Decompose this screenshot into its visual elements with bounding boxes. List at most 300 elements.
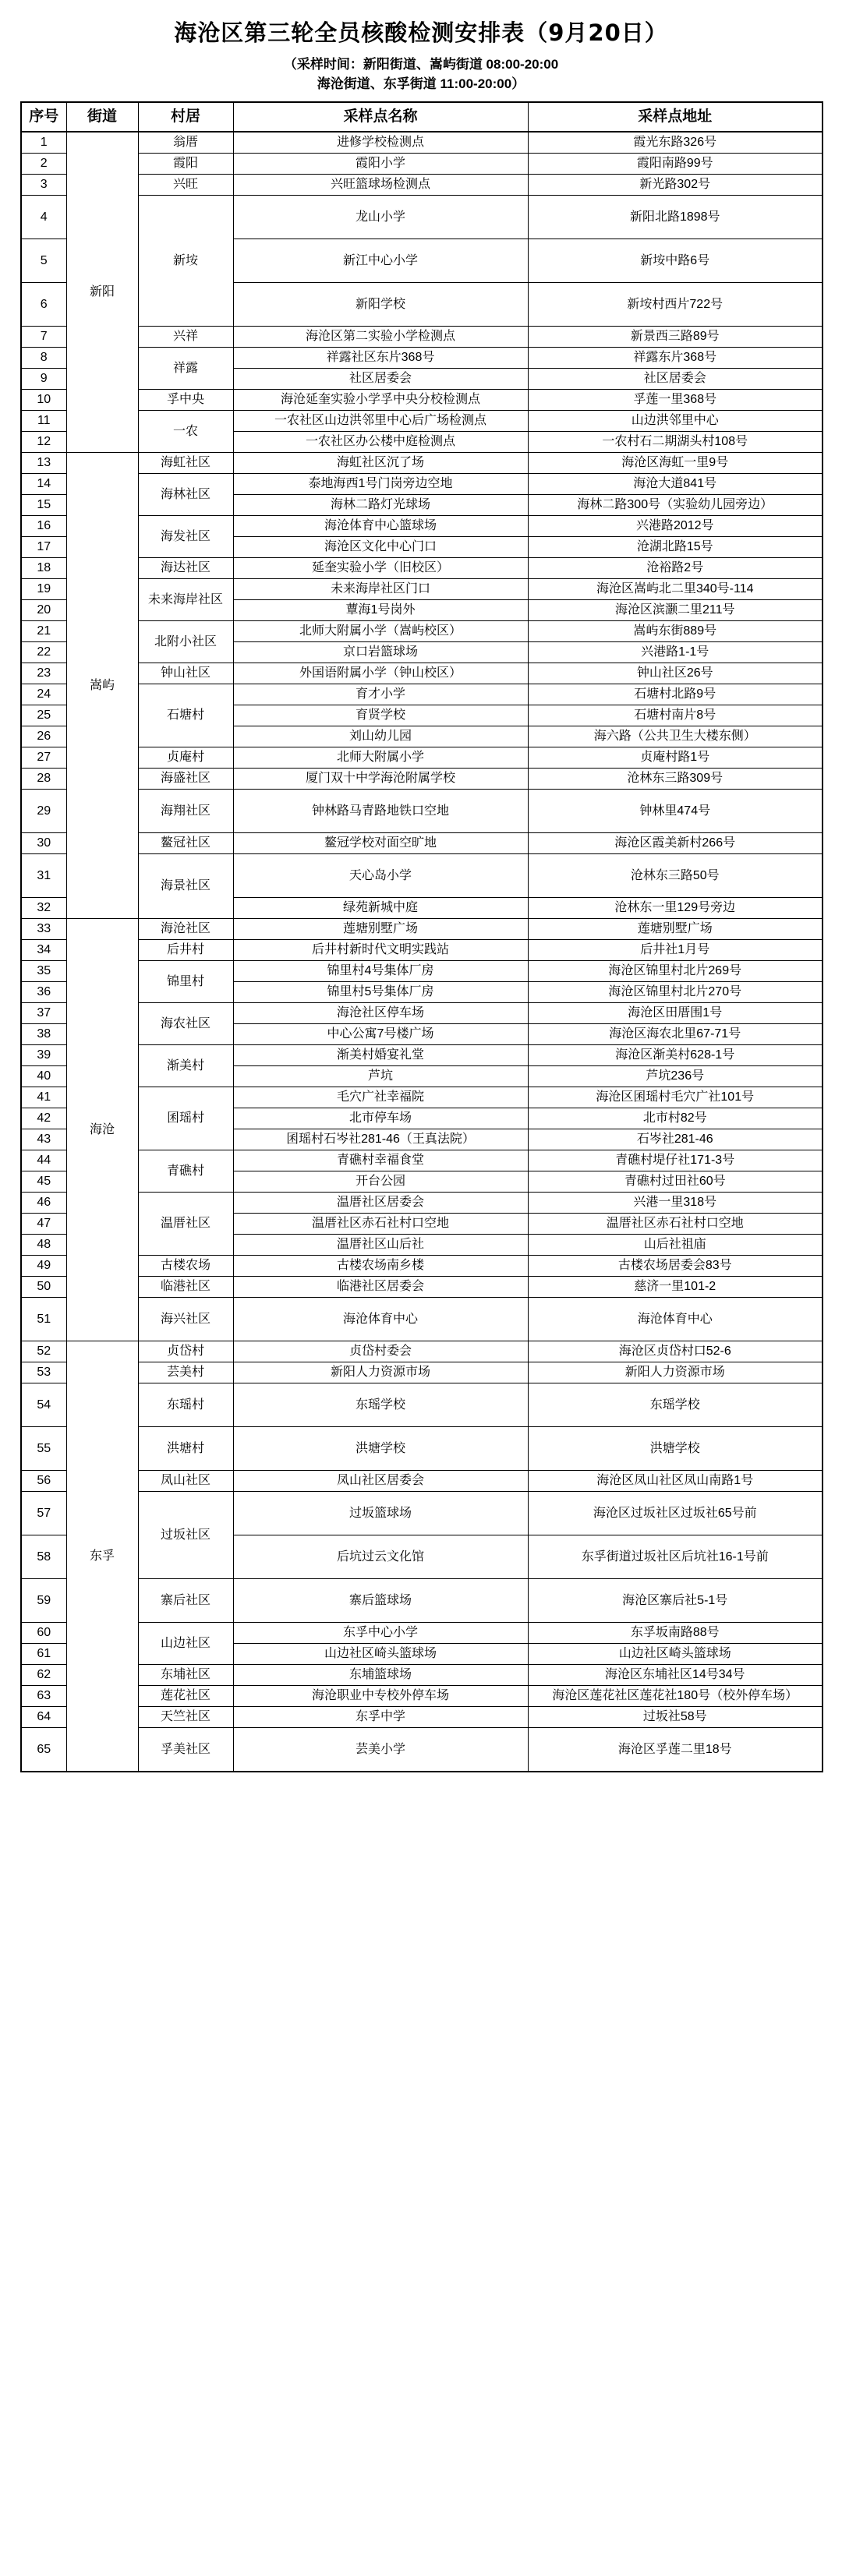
cell-seq: 21 <box>21 621 66 642</box>
table-row <box>21 1579 823 1623</box>
column-header-seq: 序号 <box>21 102 66 132</box>
table-row <box>21 1383 823 1427</box>
cell-village: 孚美社区 <box>138 1728 233 1772</box>
table-row <box>21 327 823 348</box>
cell-seq: 15 <box>21 495 66 516</box>
cell-site-name: 过坂篮球场 <box>233 1492 528 1535</box>
cell-street: 新阳 <box>66 132 138 453</box>
cell-site-address: 海沧体育中心 <box>528 1298 823 1341</box>
cell-seq: 5 <box>21 239 66 283</box>
cell-seq: 16 <box>21 516 66 537</box>
cell-seq: 50 <box>21 1277 66 1298</box>
cell-seq: 39 <box>21 1045 66 1066</box>
column-header-address: 采样点地址 <box>528 102 823 132</box>
cell-site-name: 锦里村5号集体厂房 <box>233 982 528 1003</box>
cell-village: 兴祥 <box>138 327 233 348</box>
cell-site-name: 中心公寓7号楼广场 <box>233 1024 528 1045</box>
cell-site-name: 一农社区办公楼中庭检测点 <box>233 432 528 453</box>
table-row <box>21 919 823 940</box>
cell-village: 兴旺 <box>138 175 233 196</box>
cell-seq: 54 <box>21 1383 66 1427</box>
cell-site-name: 钟林路马青路地铁口空地 <box>233 790 528 833</box>
cell-site-address: 洪塘学校 <box>528 1427 823 1471</box>
cell-site-address: 海林二路300号（实验幼儿园旁边） <box>528 495 823 516</box>
cell-site-name: 天心岛小学 <box>233 854 528 898</box>
cell-site-name: 凤山社区居委会 <box>233 1471 528 1492</box>
column-header-village: 村居 <box>138 102 233 132</box>
cell-site-address: 新阳北路1898号 <box>528 196 823 239</box>
cell-site-name: 厦门双十中学海沧附属学校 <box>233 769 528 790</box>
cell-site-name: 开台公园 <box>233 1171 528 1193</box>
cell-seq: 17 <box>21 537 66 558</box>
cell-village: 未来海岸社区 <box>138 579 233 621</box>
cell-site-name: 育才小学 <box>233 684 528 705</box>
cell-site-name: 囷瑶村石岑社281-46（王真法院） <box>233 1129 528 1150</box>
cell-seq: 28 <box>21 769 66 790</box>
cell-site-address: 石岑社281-46 <box>528 1129 823 1150</box>
cell-site-address: 新光路302号 <box>528 175 823 196</box>
cell-site-name: 鳌冠学校对面空旷地 <box>233 833 528 854</box>
cell-site-address: 孚莲一里368号 <box>528 390 823 411</box>
table-row <box>21 854 823 898</box>
table-row <box>21 154 823 175</box>
table-row <box>21 1471 823 1492</box>
cell-site-address: 芦坑236号 <box>528 1066 823 1087</box>
cell-seq: 49 <box>21 1256 66 1277</box>
cell-site-address: 东孚坂南路88号 <box>528 1623 823 1644</box>
table-row <box>21 196 823 239</box>
cell-seq: 4 <box>21 196 66 239</box>
cell-site-address: 山边洪邻里中心 <box>528 411 823 432</box>
cell-seq: 20 <box>21 600 66 621</box>
cell-site-address: 兴港一里318号 <box>528 1193 823 1214</box>
cell-seq: 1 <box>21 132 66 154</box>
cell-seq: 61 <box>21 1644 66 1665</box>
cell-seq: 56 <box>21 1471 66 1492</box>
cell-site-address: 温厝社区赤石社村口空地 <box>528 1214 823 1235</box>
cell-street: 东孚 <box>66 1341 138 1772</box>
cell-site-name: 未来海岸社区门口 <box>233 579 528 600</box>
cell-site-name: 延奎实验小学（旧校区） <box>233 558 528 579</box>
cell-site-name: 东瑶学校 <box>233 1383 528 1427</box>
cell-seq: 2 <box>21 154 66 175</box>
cell-seq: 18 <box>21 558 66 579</box>
cell-site-name: 海虹社区沉了场 <box>233 453 528 474</box>
cell-seq: 6 <box>21 283 66 327</box>
cell-seq: 60 <box>21 1623 66 1644</box>
cell-site-name: 北师大附属小学（嵩屿校区） <box>233 621 528 642</box>
cell-site-address: 青礁村堤仔社171-3号 <box>528 1150 823 1171</box>
cell-village: 北附小社区 <box>138 621 233 663</box>
table-row <box>21 1427 823 1471</box>
cell-site-name: 海沧区第二实验小学检测点 <box>233 327 528 348</box>
cell-village: 鳌冠社区 <box>138 833 233 854</box>
cell-village: 贞岱村 <box>138 1341 233 1362</box>
table-row <box>21 474 823 495</box>
column-header-street: 街道 <box>66 102 138 132</box>
cell-site-name: 后坑过云文化馆 <box>233 1535 528 1579</box>
cell-site-address: 山后社祖庙 <box>528 1235 823 1256</box>
cell-village: 贞庵村 <box>138 747 233 769</box>
table-row <box>21 1087 823 1108</box>
cell-site-name: 洪塘学校 <box>233 1427 528 1471</box>
cell-seq: 35 <box>21 961 66 982</box>
cell-site-name: 新阳人力资源市场 <box>233 1362 528 1383</box>
cell-site-address: 一农村石二期湖头村108号 <box>528 432 823 453</box>
cell-village: 凤山社区 <box>138 1471 233 1492</box>
cell-site-address: 山边社区崎头篮球场 <box>528 1644 823 1665</box>
cell-village: 海发社区 <box>138 516 233 558</box>
table-row <box>21 411 823 432</box>
cell-site-address: 海沧区田厝围1号 <box>528 1003 823 1024</box>
table-row <box>21 663 823 684</box>
cell-site-name: 育贤学校 <box>233 705 528 726</box>
cell-village: 海林社区 <box>138 474 233 516</box>
cell-site-name: 进修学校检测点 <box>233 132 528 154</box>
cell-seq: 13 <box>21 453 66 474</box>
cell-street: 海沧 <box>66 919 138 1341</box>
cell-village: 海翔社区 <box>138 790 233 833</box>
cell-seq: 65 <box>21 1728 66 1772</box>
subtitle-line-1: （采样时间：新阳街道、嵩屿街道 08:00-20:00 <box>283 57 559 72</box>
cell-site-address: 海沧区海农北里67-71号 <box>528 1024 823 1045</box>
cell-site-name: 海沧社区停车场 <box>233 1003 528 1024</box>
cell-site-name: 温厝社区居委会 <box>233 1193 528 1214</box>
cell-seq: 45 <box>21 1171 66 1193</box>
table-row <box>21 132 823 154</box>
cell-site-address: 海沧区锦里村北片270号 <box>528 982 823 1003</box>
cell-site-address: 沧林东三路50号 <box>528 854 823 898</box>
cell-seq: 41 <box>21 1087 66 1108</box>
table-row <box>21 961 823 982</box>
cell-site-name: 贞岱村委会 <box>233 1341 528 1362</box>
cell-seq: 24 <box>21 684 66 705</box>
cell-site-name: 蕈海1号岗外 <box>233 600 528 621</box>
cell-village: 温厝社区 <box>138 1193 233 1256</box>
cell-seq: 11 <box>21 411 66 432</box>
cell-seq: 9 <box>21 369 66 390</box>
cell-site-name: 东埔篮球场 <box>233 1665 528 1686</box>
cell-site-name: 绿苑新城中庭 <box>233 898 528 919</box>
cell-site-name: 临港社区居委会 <box>233 1277 528 1298</box>
cell-site-address: 沧湖北路15号 <box>528 537 823 558</box>
cell-site-name: 毛穴广社幸福院 <box>233 1087 528 1108</box>
cell-seq: 36 <box>21 982 66 1003</box>
cell-seq: 31 <box>21 854 66 898</box>
cell-village: 芸美村 <box>138 1362 233 1383</box>
cell-site-address: 祥露东片368号 <box>528 348 823 369</box>
cell-site-address: 社区居委会 <box>528 369 823 390</box>
cell-village: 临港社区 <box>138 1277 233 1298</box>
table-row <box>21 1623 823 1644</box>
cell-site-name: 海沧延奎实验小学孚中央分校检测点 <box>233 390 528 411</box>
cell-village: 洪塘村 <box>138 1427 233 1471</box>
cell-village: 后井村 <box>138 940 233 961</box>
cell-site-name: 渐美村婚宴礼堂 <box>233 1045 528 1066</box>
cell-seq: 38 <box>21 1024 66 1045</box>
cell-site-address: 海沧区贞岱村口52-6 <box>528 1341 823 1362</box>
cell-site-address: 海沧区过坂社区过坂社65号前 <box>528 1492 823 1535</box>
cell-site-name: 后井村新时代文明实践站 <box>233 940 528 961</box>
cell-seq: 8 <box>21 348 66 369</box>
cell-village: 东埔社区 <box>138 1665 233 1686</box>
cell-seq: 46 <box>21 1193 66 1214</box>
table-row <box>21 1686 823 1707</box>
cell-seq: 44 <box>21 1150 66 1171</box>
cell-site-address: 沧林东一里129号旁边 <box>528 898 823 919</box>
table-row <box>21 579 823 600</box>
table-row <box>21 390 823 411</box>
cell-seq: 43 <box>21 1129 66 1150</box>
cell-village: 海达社区 <box>138 558 233 579</box>
cell-seq: 32 <box>21 898 66 919</box>
cell-site-address: 贞庵村路1号 <box>528 747 823 769</box>
table-row <box>21 1150 823 1171</box>
cell-site-address: 新阳人力资源市场 <box>528 1362 823 1383</box>
cell-village: 东瑶村 <box>138 1383 233 1427</box>
cell-village: 祥露 <box>138 348 233 390</box>
table-row <box>21 1298 823 1341</box>
cell-seq: 64 <box>21 1707 66 1728</box>
cell-site-address: 慈济一里101-2 <box>528 1277 823 1298</box>
cell-site-address: 青礁村过田社60号 <box>528 1171 823 1193</box>
table-row <box>21 747 823 769</box>
cell-site-name: 海沧体育中心 <box>233 1298 528 1341</box>
cell-site-address: 兴港路2012号 <box>528 516 823 537</box>
table-row <box>21 1492 823 1535</box>
cell-site-name: 东孚中心小学 <box>233 1623 528 1644</box>
cell-site-address: 钟山社区26号 <box>528 663 823 684</box>
cell-site-address: 石塘村南片8号 <box>528 705 823 726</box>
cell-site-address: 过坂社58号 <box>528 1707 823 1728</box>
cell-village: 过坂社区 <box>138 1492 233 1579</box>
table-header-row <box>21 102 823 132</box>
cell-site-name: 一农社区山边洪邻里中心后广场检测点 <box>233 411 528 432</box>
cell-site-name: 海林二路灯光球场 <box>233 495 528 516</box>
cell-seq: 63 <box>21 1686 66 1707</box>
table-row <box>21 1045 823 1066</box>
cell-village: 钟山社区 <box>138 663 233 684</box>
cell-site-address: 石塘村北路9号 <box>528 684 823 705</box>
table-body <box>21 132 823 1772</box>
cell-site-address: 沧裕路2号 <box>528 558 823 579</box>
cell-seq: 53 <box>21 1362 66 1383</box>
cell-site-name: 东孚中学 <box>233 1707 528 1728</box>
table-row <box>21 684 823 705</box>
cell-site-address: 海沧区渐美村628-1号 <box>528 1045 823 1066</box>
cell-seq: 26 <box>21 726 66 747</box>
cell-site-name: 山边社区崎头篮球场 <box>233 1644 528 1665</box>
cell-site-address: 北市村82号 <box>528 1108 823 1129</box>
cell-seq: 47 <box>21 1214 66 1235</box>
cell-site-name: 海沧区文化中心门口 <box>233 537 528 558</box>
table-row <box>21 453 823 474</box>
cell-site-name: 泰地海西1号门岗旁边空地 <box>233 474 528 495</box>
cell-village: 莲花社区 <box>138 1686 233 1707</box>
table-row <box>21 1341 823 1362</box>
table-row <box>21 940 823 961</box>
cell-village: 海兴社区 <box>138 1298 233 1341</box>
cell-site-name: 温厝社区赤石社村口空地 <box>233 1214 528 1235</box>
cell-village: 海农社区 <box>138 1003 233 1045</box>
cell-seq: 48 <box>21 1235 66 1256</box>
cell-site-address: 沧林东三路309号 <box>528 769 823 790</box>
cell-village: 翁厝 <box>138 132 233 154</box>
cell-seq: 14 <box>21 474 66 495</box>
cell-site-name: 青礁村幸福食堂 <box>233 1150 528 1171</box>
table-row <box>21 1362 823 1383</box>
cell-seq: 23 <box>21 663 66 684</box>
cell-site-name: 芦坑 <box>233 1066 528 1087</box>
cell-site-address: 嵩屿东街889号 <box>528 621 823 642</box>
cell-site-address: 钟林里474号 <box>528 790 823 833</box>
cell-site-name: 兴旺篮球场检测点 <box>233 175 528 196</box>
cell-site-name: 北市停车场 <box>233 1108 528 1129</box>
cell-site-name: 京口岩篮球场 <box>233 642 528 663</box>
cell-seq: 25 <box>21 705 66 726</box>
cell-site-address: 海沧区囷瑶村毛穴广社101号 <box>528 1087 823 1108</box>
cell-village: 古楼农场 <box>138 1256 233 1277</box>
cell-site-address: 海沧大道841号 <box>528 474 823 495</box>
cell-village: 寨后社区 <box>138 1579 233 1623</box>
table-row <box>21 1193 823 1214</box>
table-row <box>21 790 823 833</box>
cell-seq: 40 <box>21 1066 66 1087</box>
cell-village: 新垵 <box>138 196 233 327</box>
cell-village: 海景社区 <box>138 854 233 919</box>
table-row <box>21 833 823 854</box>
cell-village: 海沧社区 <box>138 919 233 940</box>
cell-seq: 12 <box>21 432 66 453</box>
cell-site-address: 古楼农场居委会83号 <box>528 1256 823 1277</box>
cell-seq: 58 <box>21 1535 66 1579</box>
subtitle-block <box>20 55 822 94</box>
cell-village: 渐美村 <box>138 1045 233 1087</box>
table-row <box>21 1277 823 1298</box>
cell-seq: 55 <box>21 1427 66 1471</box>
cell-site-address: 东孚街道过坂社区后坑社16-1号前 <box>528 1535 823 1579</box>
column-header-site: 采样点名称 <box>233 102 528 132</box>
cell-site-name: 祥露社区东片368号 <box>233 348 528 369</box>
cell-seq: 29 <box>21 790 66 833</box>
cell-site-name: 北师大附属小学 <box>233 747 528 769</box>
cell-street: 嵩屿 <box>66 453 138 919</box>
cell-seq: 51 <box>21 1298 66 1341</box>
table-row <box>21 1665 823 1686</box>
cell-seq: 22 <box>21 642 66 663</box>
cell-site-address: 新景西三路89号 <box>528 327 823 348</box>
cell-site-address: 新垵村西片722号 <box>528 283 823 327</box>
cell-village: 天竺社区 <box>138 1707 233 1728</box>
cell-site-address: 莲塘别墅广场 <box>528 919 823 940</box>
cell-village: 囷瑶村 <box>138 1087 233 1150</box>
cell-site-name: 新江中心小学 <box>233 239 528 283</box>
cell-site-address: 后井社1月号 <box>528 940 823 961</box>
cell-seq: 57 <box>21 1492 66 1535</box>
cell-site-name: 霞阳小学 <box>233 154 528 175</box>
cell-site-address: 东瑶学校 <box>528 1383 823 1427</box>
cell-seq: 27 <box>21 747 66 769</box>
cell-site-address: 海沧区孚莲二里18号 <box>528 1728 823 1772</box>
cell-seq: 42 <box>21 1108 66 1129</box>
cell-site-name: 锦里村4号集体厂房 <box>233 961 528 982</box>
cell-site-name: 新阳学校 <box>233 283 528 327</box>
cell-site-name: 社区居委会 <box>233 369 528 390</box>
cell-site-name: 古楼农场南乡楼 <box>233 1256 528 1277</box>
cell-site-address: 海六路（公共卫生大楼东侧） <box>528 726 823 747</box>
cell-site-name: 芸美小学 <box>233 1728 528 1772</box>
table-row <box>21 175 823 196</box>
subtitle-line-2: 海沧街道、东孚街道 11:00-20:00） <box>317 76 525 91</box>
cell-village: 孚中央 <box>138 390 233 411</box>
cell-site-name: 莲塘别墅广场 <box>233 919 528 940</box>
cell-site-address: 海沧区嵩屿北二里340号-114 <box>528 579 823 600</box>
cell-site-name: 外国语附属小学（钟山校区） <box>233 663 528 684</box>
table-row <box>21 348 823 369</box>
cell-village: 霞阳 <box>138 154 233 175</box>
cell-seq: 59 <box>21 1579 66 1623</box>
cell-village: 锦里村 <box>138 961 233 1003</box>
cell-site-address: 海沧区锦里村北片269号 <box>528 961 823 982</box>
cell-seq: 52 <box>21 1341 66 1362</box>
cell-site-address: 海沧区莲花社区莲花社180号（校外停车场） <box>528 1686 823 1707</box>
table-row <box>21 1728 823 1772</box>
cell-site-name: 刘山幼儿园 <box>233 726 528 747</box>
table-header <box>21 102 823 132</box>
cell-village: 山边社区 <box>138 1623 233 1665</box>
cell-seq: 34 <box>21 940 66 961</box>
table-row <box>21 621 823 642</box>
cell-site-address: 兴港路1-1号 <box>528 642 823 663</box>
table-row <box>21 769 823 790</box>
cell-seq: 10 <box>21 390 66 411</box>
cell-village: 海盛社区 <box>138 769 233 790</box>
cell-village: 一农 <box>138 411 233 453</box>
table-row <box>21 1003 823 1024</box>
cell-seq: 19 <box>21 579 66 600</box>
table-row <box>21 1707 823 1728</box>
cell-site-name: 海沧职业中专校外停车场 <box>233 1686 528 1707</box>
cell-village: 青礁村 <box>138 1150 233 1193</box>
cell-site-name: 寨后篮球场 <box>233 1579 528 1623</box>
table-row <box>21 1256 823 1277</box>
cell-site-name: 海沧体育中心篮球场 <box>233 516 528 537</box>
cell-site-address: 海沧区海虹一里9号 <box>528 453 823 474</box>
cell-site-address: 海沧区东埔社区14号34号 <box>528 1665 823 1686</box>
table-row <box>21 516 823 537</box>
cell-site-address: 新垵中路6号 <box>528 239 823 283</box>
page-title: 海沧区第三轮全员核酸检测安排表（9月20日） <box>174 19 668 46</box>
cell-site-name: 温厝社区山后社 <box>233 1235 528 1256</box>
cell-site-address: 霞阳南路99号 <box>528 154 823 175</box>
cell-seq: 3 <box>21 175 66 196</box>
cell-site-address: 海沧区凤山社区凤山南路1号 <box>528 1471 823 1492</box>
cell-seq: 37 <box>21 1003 66 1024</box>
cell-site-address: 霞光东路326号 <box>528 132 823 154</box>
cell-site-address: 海沧区滨灏二里211号 <box>528 600 823 621</box>
schedule-table <box>20 101 823 1772</box>
cell-seq: 30 <box>21 833 66 854</box>
cell-site-address: 海沧区霞美新村266号 <box>528 833 823 854</box>
cell-seq: 33 <box>21 919 66 940</box>
cell-site-address: 海沧区寨后社5-1号 <box>528 1579 823 1623</box>
cell-village: 海虹社区 <box>138 453 233 474</box>
cell-village: 石塘村 <box>138 684 233 747</box>
cell-site-name: 龙山小学 <box>233 196 528 239</box>
table-row <box>21 558 823 579</box>
cell-seq: 7 <box>21 327 66 348</box>
cell-seq: 62 <box>21 1665 66 1686</box>
